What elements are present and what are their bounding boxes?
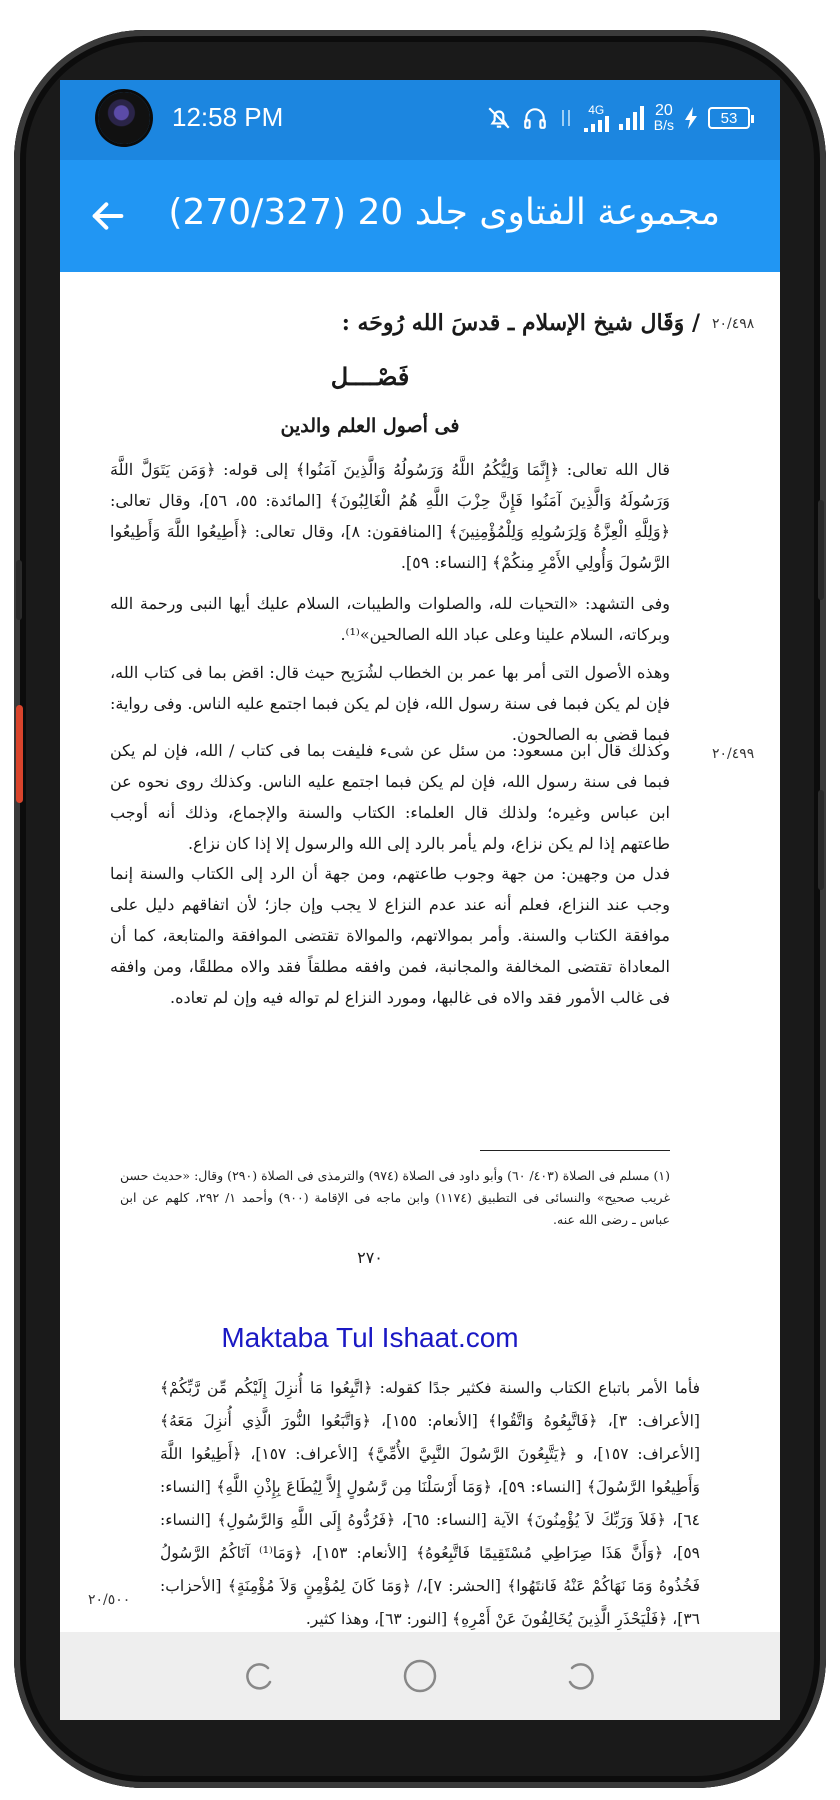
app-bar bbox=[60, 160, 780, 272]
paragraph: قال الله تعالى: ﴿إِنَّمَا وَلِيُّكُمُ اللَّهُ وَرَسُولُهُ وَالَّذِينَ آمَنُوا﴾ إلى قوله: ﴿وَمَن يَتَوَلَّ اللَّهَ وَرَسُولَهُ وَالَّذِينَ آمَنُوا فَإِنَّ حِزْبَ اللَّهِ هُمُ الْغَالِبُونَ﴾ [المائدة: ٥٥، ٥٦]، وقال تعالى: ﴿وَلِلَّهِ الْعِزَّةُ وَلِرَسُولِهِ وَلِلْمُؤْمِنِينَ﴾ [المنافقون: ٨]، وقال تعالى: ﴿أَطِيعُوا اللَّهَ وَأَطِيعُوا الرَّسُولَ وَأُولِي الأَمْرِ مِنكُمْ﴾ [النساء: ٥٩]. bbox=[110, 460, 670, 572]
back-arrow-icon bbox=[88, 196, 128, 236]
footnote-divider bbox=[480, 1150, 670, 1151]
margin-page-marker: ٢٠/٤٩٨ bbox=[712, 316, 755, 332]
back-nav-button[interactable] bbox=[558, 1654, 602, 1698]
front-camera bbox=[98, 92, 150, 144]
page-number: ٢٧٠ bbox=[357, 1248, 383, 1267]
status-icons bbox=[486, 98, 750, 138]
paragraph: وكذلك قال ابن مسعود: من سئل عن شىء فليفت بما فى كتاب / الله، فإن لم يكن فبما فى سنة رسول الله، فإن لم يكن فبما اجتمع عليه الناس. وكذلك روى نحوه عن ابن عباس وغيره؛ ولذلك قال العلماء: الكتاب والسنة والإجماع، وذلك أنه أوجب طاعتهم إذا لم يكن نزاع، ولم يأمر بالرد إلى الله والرسول إلا إذا كان نزاع. bbox=[110, 741, 670, 853]
data-transfer-icon bbox=[558, 105, 574, 131]
margin-page-marker: ٢٠/٥٠٠ bbox=[88, 1592, 131, 1608]
status-bar bbox=[60, 80, 780, 160]
home-button[interactable] bbox=[398, 1654, 442, 1698]
paragraph: فدل من وجهين: من جهة وجوب طاعتهم، ومن جهة أن الرد إلى الكتاب والسنة إنما وجب عند النزاع، فعلم أنه عند عدم النزاع لا يجب وإن جاز؛ لأن اتفاقهم دليل على موافقة الكتاب والسنة. وأمر بموالاتهم، والموالاة تقتضى الموافقة والمتابعة، كما أن المعاداة تقتضى المخالفة والمجانبة، فمن وافقه مطلقاً فقد والاه مطلقًا، ومن وافقه فى غالب الأمور فقد والاه فى غالبها، ومورد النزاع لم تواله فيه وإن لم تعاده. bbox=[110, 864, 671, 1007]
recents-button[interactable] bbox=[238, 1654, 282, 1698]
book-page-viewer[interactable] bbox=[60, 272, 780, 1632]
volume-button bbox=[16, 560, 22, 620]
mute-bell-icon bbox=[486, 105, 512, 131]
back-button[interactable] bbox=[80, 188, 136, 244]
headphones-icon bbox=[522, 105, 548, 131]
section-subtitle: فى أصول العلم والدين bbox=[280, 415, 460, 437]
recents-icon bbox=[242, 1658, 278, 1694]
network-type: 4G bbox=[588, 103, 605, 117]
side-button-right-1 bbox=[818, 500, 824, 600]
power-indicator bbox=[16, 705, 23, 803]
battery-level: 53 bbox=[720, 109, 738, 127]
footnote: (١) مسلم فى الصلاة (٤٠٣/ ٦٠) وأبو داود فى الصلاة (٩٧٤) والترمذى فى الصلاة (٢٩٠) وقال: «حديث حسن غريب صحيح» والنسائى فى التطبيق (١١٧٤) وابن ماجه فى الإقامة (٩٠٠) وأحمد ١/ ٢٩٢، كلهم عن ابن عباس ـ رضى الله عنه. bbox=[120, 1168, 670, 1227]
battery-icon bbox=[708, 107, 750, 129]
system-nav-bar bbox=[60, 1632, 780, 1720]
screen bbox=[60, 80, 780, 1720]
network-speed bbox=[654, 103, 674, 133]
side-button-right-2 bbox=[818, 790, 824, 890]
paragraph: وفى التشهد: «التحيات لله، والصلوات والطيبات، السلام عليك أيها النبى ورحمة الله وبركاته، السلام علينا وعلى عباد الله الصالحين»⁽¹⁾. bbox=[110, 594, 670, 644]
intro-line: / وَقَال شيخ الإسلام ـ قدسَ الله رُوحَه : bbox=[341, 310, 700, 336]
charging-icon bbox=[684, 106, 698, 130]
paragraph: وهذه الأصول التى أمر بها عمر بن الخطاب لشُرَيح حيث قال: اقض بما فى كتاب الله، فإن لم يكن فبما فى سنة رسول الله، فإن لم يكن فبما اجتمع عليه الناس. وفى رواية: فبما قضى به الصالحون. bbox=[110, 663, 670, 744]
section-heading: فَصْــــل bbox=[330, 362, 410, 391]
margin-page-marker: ٢٠/٤٩٩ bbox=[712, 746, 755, 762]
signal-icon-2 bbox=[619, 106, 644, 130]
back-nav-icon bbox=[562, 1658, 598, 1694]
status-time: 12:58 PM bbox=[172, 102, 284, 132]
speed-unit: B/s bbox=[653, 117, 674, 133]
page-title: مجموعة الفتاوى جلد 20 (270/327) bbox=[168, 192, 720, 233]
watermark-link[interactable]: Maktaba Tul Ishaat.com bbox=[221, 1322, 519, 1353]
home-icon bbox=[400, 1656, 440, 1696]
paragraph: فأما الأمر باتباع الكتاب والسنة فكثير جدًا كقوله: ﴿اتَّبِعُوا مَا أُنزِلَ إِلَيْكُم مِّن رَّبِّكُمْ﴾ [الأعراف: ٣]، ﴿فَاتَّبِعُوهُ وَاتَّقُوا﴾ [الأنعام: ١٥٥]، ﴿وَاتَّبَعُوا النُّورَ الَّذِي أُنزِلَ مَعَهُ﴾ [الأعراف: ١٥٧]، و ﴿يَتَّبِعُونَ الرَّسُولَ النَّبِيَّ الأُمِّيَّ﴾ [الأعراف: ١٥٧]، ﴿أَطِيعُوا اللَّهَ وَأَطِيعُوا الرَّسُولَ﴾ [النساء: ٥٩]، ﴿وَمَا أَرْسَلْنَا مِن رَّسُولٍ إِلاَّ لِيُطَاعَ بِإِذْنِ اللَّهِ﴾ [النساء: ٦٤]، ﴿فَلاَ وَرَبِّكَ لاَ يُؤْمِنُونَ﴾ الآية [النساء: ٦٥]، ﴿فَرُدُّوهُ إِلَى اللَّهِ وَالرَّسُولِ﴾ [النساء: ٥٩]، ﴿وَأَنَّ هَذَا صِرَاطِي مُسْتَقِيمًا فَاتَّبِعُوهُ﴾ [الأنعام: ١٥٣]، ﴿وَمَا⁽¹⁾ آتَاكُمُ الرَّسُولُ فَخُذُوهُ وَمَا نَهَاكُمْ عَنْهُ فَانتَهُوا﴾ [الحشر: ٧]،/ ﴿وَمَا كَانَ لِمُؤْمِنٍ وَلاَ مُؤْمِنَةٍ﴾ [الأحزاب: ٣٦]، ﴿فَلْيَحْذَرِ الَّذِينَ يُخَالِفُونَ عَنْ أَمْرِهِ﴾ [النور: ٦٣]، وهذا كثير. bbox=[160, 1379, 701, 1628]
speed-value: 20 bbox=[654, 102, 673, 119]
signal-icon-1 bbox=[584, 116, 609, 132]
